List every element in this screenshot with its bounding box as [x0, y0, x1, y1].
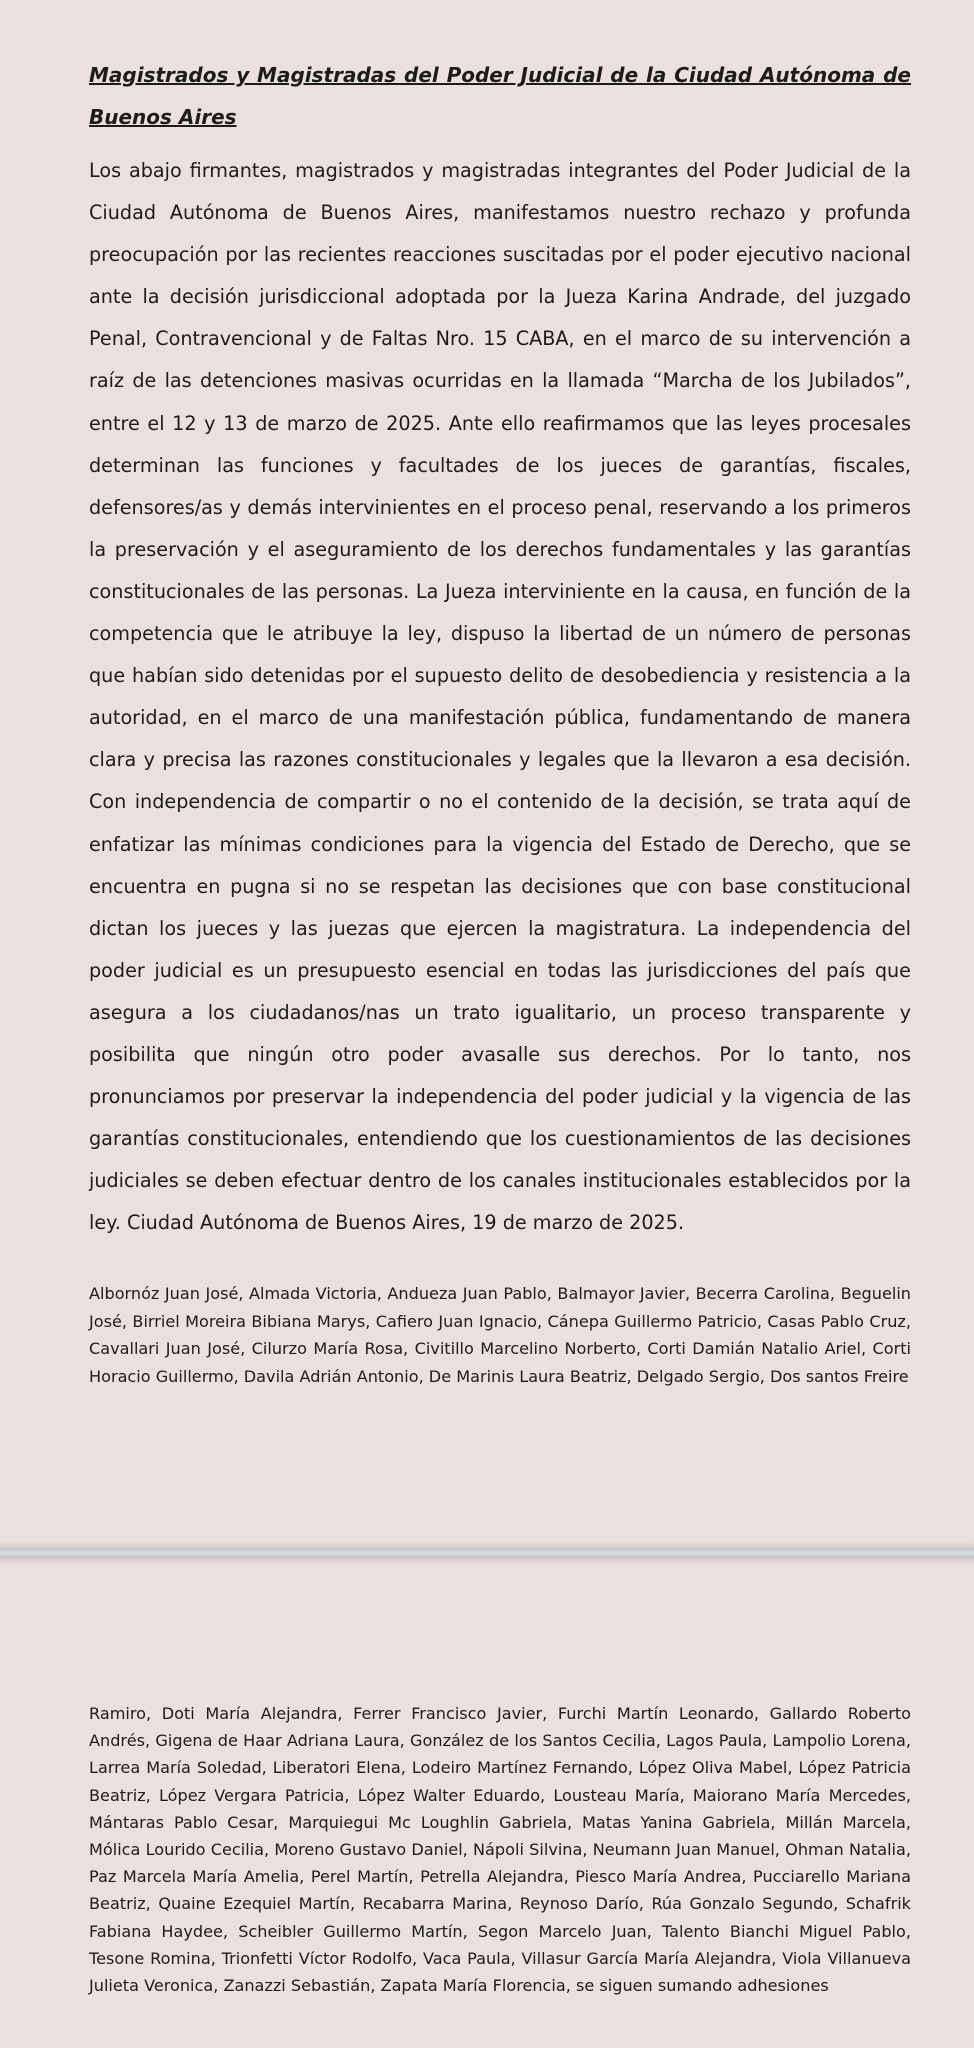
statement-body: Los abajo firmantes, magistrados y magistradas integrantes del Poder Judicial de la Ciudad Autónoma de Buenos Aires, manifestamos nuestro rechazo y profunda preocupación por las recientes reacciones suscitadas por el poder ejecutivo nacional ante la decisión jurisdiccional adoptada por la Jueza Karina Andrade, del juzgado Penal, Contravencional y de Faltas Nro. 15 CABA, en el marco de su intervención a raíz de las detenciones masivas ocurridas en la llamada “Marcha de los Jubilados”, entre el 12 y 13 de marzo de 2025. Ante ello reafirmamos que las leyes procesales determinan las funciones y facultades de los jueces de garantías, fiscales, defensores/as y demás intervinientes en el proceso penal, reservando a los primeros la preservación y el aseguramiento de los derechos fundamentales y las garantías constitucionales de las personas. La Jueza interviniente en la causa, en función de la competencia que le atribuye la ley, dispuso la libertad de un número de personas que habían sido detenidas por el supuesto delito de desobediencia y resistencia a la autoridad, en el marco de una manifestación pública, fundamentando de manera clara y precisa las razones constitucionales y legales que la llevaron a esa decisión. Con independencia de compartir o no el contenido de la decisión, se trata aquí de enfatizar las mínimas condiciones para la vigencia del Estado de Derecho, que se encuentra en pugna si no se respetan las decisiones que con base constitucional dictan los jueces y las juezas que ejercen la magistratura. La independencia del poder judicial es un presupuesto esencial en todas las jurisdicciones del país que asegura a los ciudadanos/nas un trato igualitario, un proceso transparente y posibilita que ningún otro poder avasalle sus derechos. Por lo tanto, nos pronunciamos por preservar la independencia del poder judicial y la vigencia de las garantías constitucionales, entendiendo que los cuestionamientos de las decisiones judiciales se deben efectuar dentro de los canales institucionales establecidos por la ley. Ciudad Autónoma de Buenos Aires, 19 de marzo de 2025.	[89, 159, 911, 1235]
signatories-list: Albornóz Juan José, Almada Victoria, Andueza Juan Pablo, Balmayor Javier, Becerra Carolina, Beguelin José, Birriel Moreira Bibiana Marys, Cafiero Juan Ignacio, Cánepa Guillermo Patricio, Casas Pablo Cruz, Cavallari Juan José, Cilurzo María Rosa, Civitillo Marcelino Norberto, Corti Damián Natalio Ariel, Corti Horacio Guillermo, Davila Adrián Antonio, De Marinis Laura Beatriz, Delgado Sergio, Dos santos Freire	[89, 1284, 911, 1386]
signatories-list-continued: Ramiro, Doti María Alejandra, Ferrer Francisco Javier, Furchi Martín Leonardo, Gallardo Roberto Andrés, Gigena de Haar Adriana Laura, González de los Santos Cecilia, Lagos Paula, Lampolio Lorena, Larrea María Soledad, Liberatori Elena, Lodeiro Martínez Fernando, López Oliva Mabel, López Patricia Beatriz, López Vergara Patricia, López Walter Eduardo, Lousteau María, Maiorano María Mercedes, Mántaras Pablo Cesar, Marquiegui Mc Loughlin Gabriela, Matas Yanina Gabriela, Millán Marcela, Mólica Lourido Cecilia, Moreno Gustavo Daniel, Nápoli Silvina, Neumann Juan Manuel, Ohman Natalia, Paz Marcela María Amelia, Perel Martín, Petrella Alejandra, Piesco María Andrea, Pucciarello Mariana Beatriz, Quaine Ezequiel Martín, Recabarra Marina, Reynoso Darío, Rúa Gonzalo Segundo, Schafrik Fabiana Haydee, Scheibler Guillermo Martín, Segon Marcelo Juan, Talento Bianchi Miguel Pablo, Tesone Romina, Trionfetti Víctor Rodolfo, Vaca Paula, Villasur García María Alejandra, Viola Villanueva Julieta Veronica, Zanazzi Sebastián, Zapata María Florencia, se siguen sumando adhesiones	[89, 1704, 911, 1996]
page-break	[0, 1543, 974, 1563]
document-page-2	[0, 1563, 974, 2048]
document-heading: Magistrados y Magistradas del Poder Judicial de la Ciudad Autónoma de Buenos Aires	[89, 63, 911, 129]
